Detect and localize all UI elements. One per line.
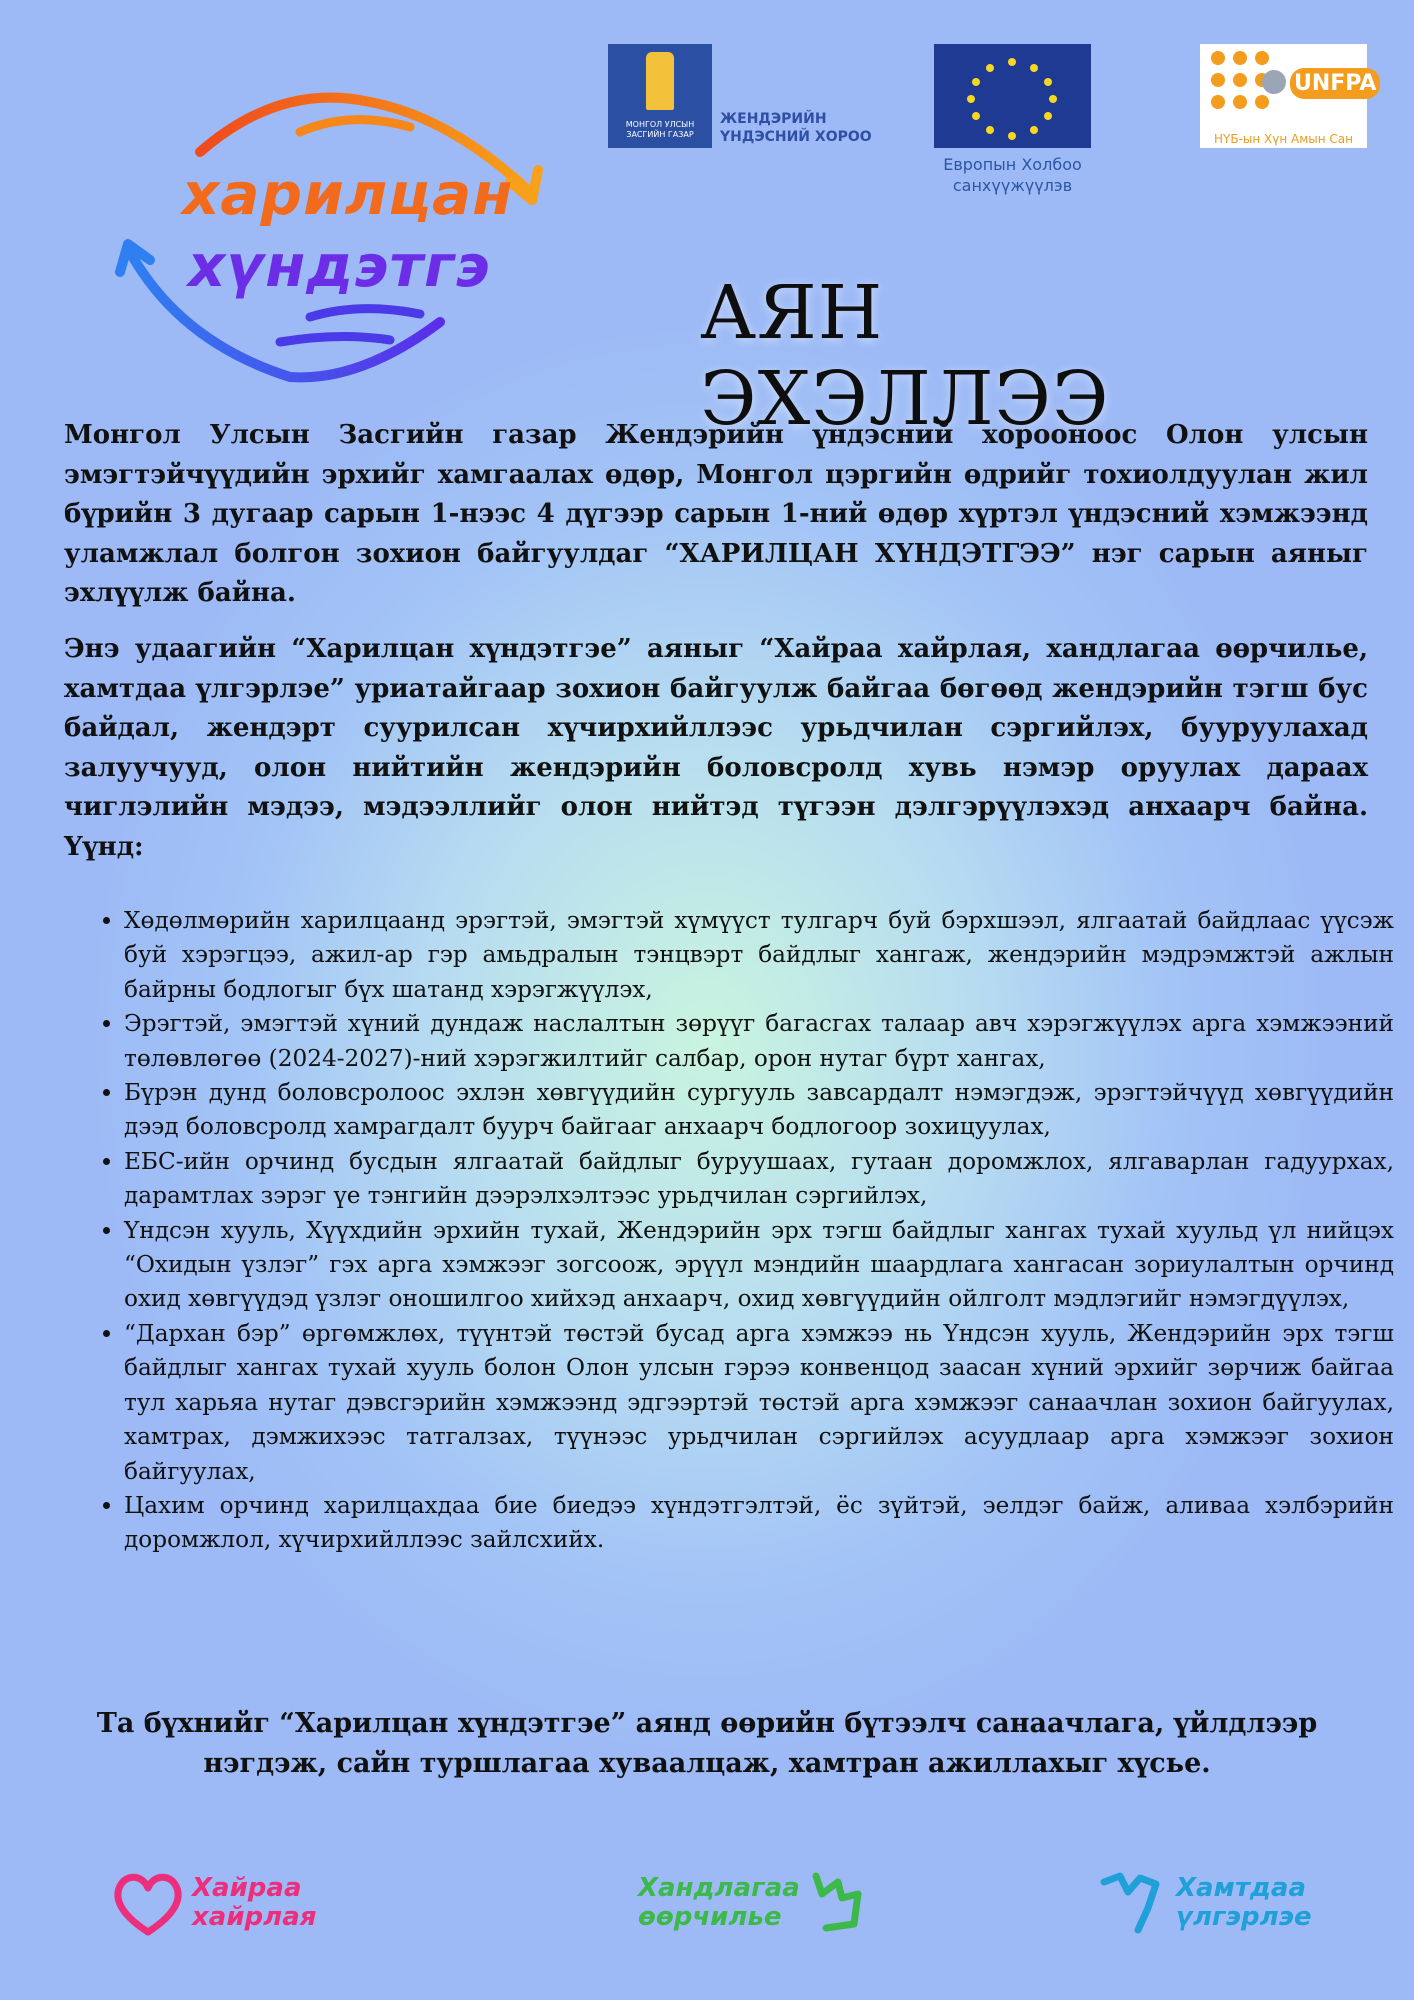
campaign-logo-line2: хүндэтгэ	[188, 232, 491, 300]
eu-caption: Европын Холбоо санхүүжүүлэв	[943, 155, 1082, 195]
list-item: • “Дархан бэр” өргөмжлөх, түүнтэй төстэй бусад арга хэмжээ нь Үндсэн хууль, Жендэрийн эрх тэгш байдлыг хангах тухай хууль болон Олон улсын гэрээ конвенцод заасан хүний эрхийг зөрчиж байгаа тул харьяа нутаг дэвсгэрийн хэмжээнд эдгээртэй төстэй арга хэмжээг санаачлан зохион байгуулах, хамтрах, дэмжихээс татгалзах, түүнээс урьдчилан сэргийлэх асуудлаар арга хэмжээг зохион байгуулах,	[124, 1317, 1394, 1489]
slogan-together	[1098, 1868, 1328, 1938]
closing-statement: Та бүхнийг “Харилцан хүндэтгэе” аянд өөрийн бүтээлч санаачлага, үйлдлээр нэгдэж, сайн туршлагаа хуваалцаж, хамтран ажиллахыг хүсье.	[96, 1708, 1318, 1779]
list-item: • Бүрэн дунд боловсролоос эхлэн хөвгүүдийн сургууль завсардалт нэмэгдэж, эрэгтэйчүүд хөвгүүдийн дээд боловсролд хамрагдалт буурч байгааг анхаарч бодлогоор зохицуулах,	[124, 1076, 1394, 1145]
list-item: • Үндсэн хууль, Хүүхдийн эрхийн тухай, Жендэрийн эрх тэгш байдлыг хангах тухай хуульд үл нийцэх “Охидын үзлэг” гэх арга хэмжээг зогсоож, эрүүл мэндийн шаардлага хангасан зориулалтын орчинд охид хөвгүүдэд үзлэг оношилгоо хийхэд анхаарч, охид хөвгүүдийн ойлголт мэдлэгийг нэмэгдүүлэх,	[124, 1214, 1394, 1317]
slogan-love-text: Хайраа хайрлая	[192, 1873, 317, 1932]
list-item: • Цахим орчинд харилцахдаа бие биедээ хүндэтгэлтэй, ёс зүйтэй, эелдэг байж, аливаа хэлбэрийн доромжлол, хүчирхийллээс зайлсхийх.	[124, 1489, 1394, 1558]
national-committee-name: ЖЕНДЭРИЙН ҮНДЭСНИЙ ХОРОО	[720, 111, 872, 145]
eu-stars-icon	[934, 44, 1091, 148]
intro-paragraph-2: Энэ удаагийн “Харилцан хүндэтгэе” аяныг “Хайраа хайрлая, хандлагаа өөрчилье, хамтдаа үлгэрлэе” уриатайгаар зохион байгуулж байгаа бөгөөд жендэрийн тэгш бус байдал, жендэрт суурилсан хүчирхийллээс урьдчилан сэргийлэх, бууруулахад залуучууд, олон нийтийн жендэрийн боловсролд хувь нэмэр оруулах дараах чиглэлийн мэдээ, мэдээллийг олон нийтэд түгээн дэлгэрүүлэхэд анхаарч байна. Үүнд:	[64, 634, 1368, 862]
list-item: • Эрэгтэй, эмэгтэй хүний дундаж наслалтын зөрүүг багасгах талаар авч хэрэгжүүлэх арга хэмжээний төлөвлөгөө (2024-2027)-ний хэрэгжилтийг салбар, орон нутаг бүрт хангах,	[124, 1007, 1394, 1076]
intro-paragraph-1: Монгол Улсын Засгийн газар Жендэрийн үндэсний хорооноос Олон улсын эмэгтэйчүүдийн эрхийг хамгаалах өдөр, Монгол цэргийн өдрийг тохиолдуулан жил бүрийн 3 дугаар сарын 1-нээс 4 дүгээр сарын 1-ний өдөр хүртэл үндэсний хэмжээнд уламжлал болгон зохион байгуулдаг “ХАРИЛЦАН ХҮНДЭТГЭЭ” нэг сарын аяныг эхлүүлж байна.	[64, 420, 1368, 608]
unfpa-logo	[1200, 44, 1377, 148]
slogan-together-text: Хамтдаа үлгэрлэе	[1176, 1873, 1312, 1932]
government-emblem-logo	[608, 44, 712, 148]
slogan-love	[110, 1868, 340, 1938]
slogan-attitude-text: Хандлагаа өөрчилье	[638, 1873, 800, 1932]
campaign-logo-line1: харилцан	[182, 160, 514, 228]
unfpa-caption: НҮБ-ын Хүн Амын Сан	[1213, 132, 1353, 146]
people-icon	[1098, 1868, 1170, 1938]
hand-icon	[808, 1868, 868, 1938]
page-title: АЯН ЭХЭЛЛЭЭ	[700, 270, 1110, 442]
slogan-attitude	[636, 1868, 896, 1938]
eu-flag-logo	[934, 44, 1091, 148]
emblem-caption: МОНГОЛ УЛСЫН ЗАСГИЙН ГАЗАР	[625, 120, 695, 139]
campaign-logo	[110, 82, 560, 392]
list-item: • ЕБС-ийн орчинд бусдын ялгаатай байдлыг буруушаах, гутаан доромжлох, ялгаварлан гадуурхах, дарамтлах зэрэг үе тэнгийн дээрэлхэлтээс урьдчилан сэргийлэх,	[124, 1145, 1394, 1214]
directions-list	[64, 904, 1394, 1558]
unfpa-wordmark: UNFPA	[1290, 68, 1380, 99]
list-item: • Хөдөлмөрийн харилцаанд эрэгтэй, эмэгтэй хүмүүст тулгарч буй бэрхшээл, ялгаатай байдлаас үүсэж буй хэрэгцээ, ажил-ар гэр амьдралын тэнцвэрт байдлыг хангаж, жендэрийн мэдрэмжтэй ажлын байрны бодлогыг бүх шатанд хэрэгжүүлэх,	[124, 904, 1394, 1007]
heart-icon	[110, 1868, 186, 1938]
soyombo-icon	[646, 52, 674, 110]
